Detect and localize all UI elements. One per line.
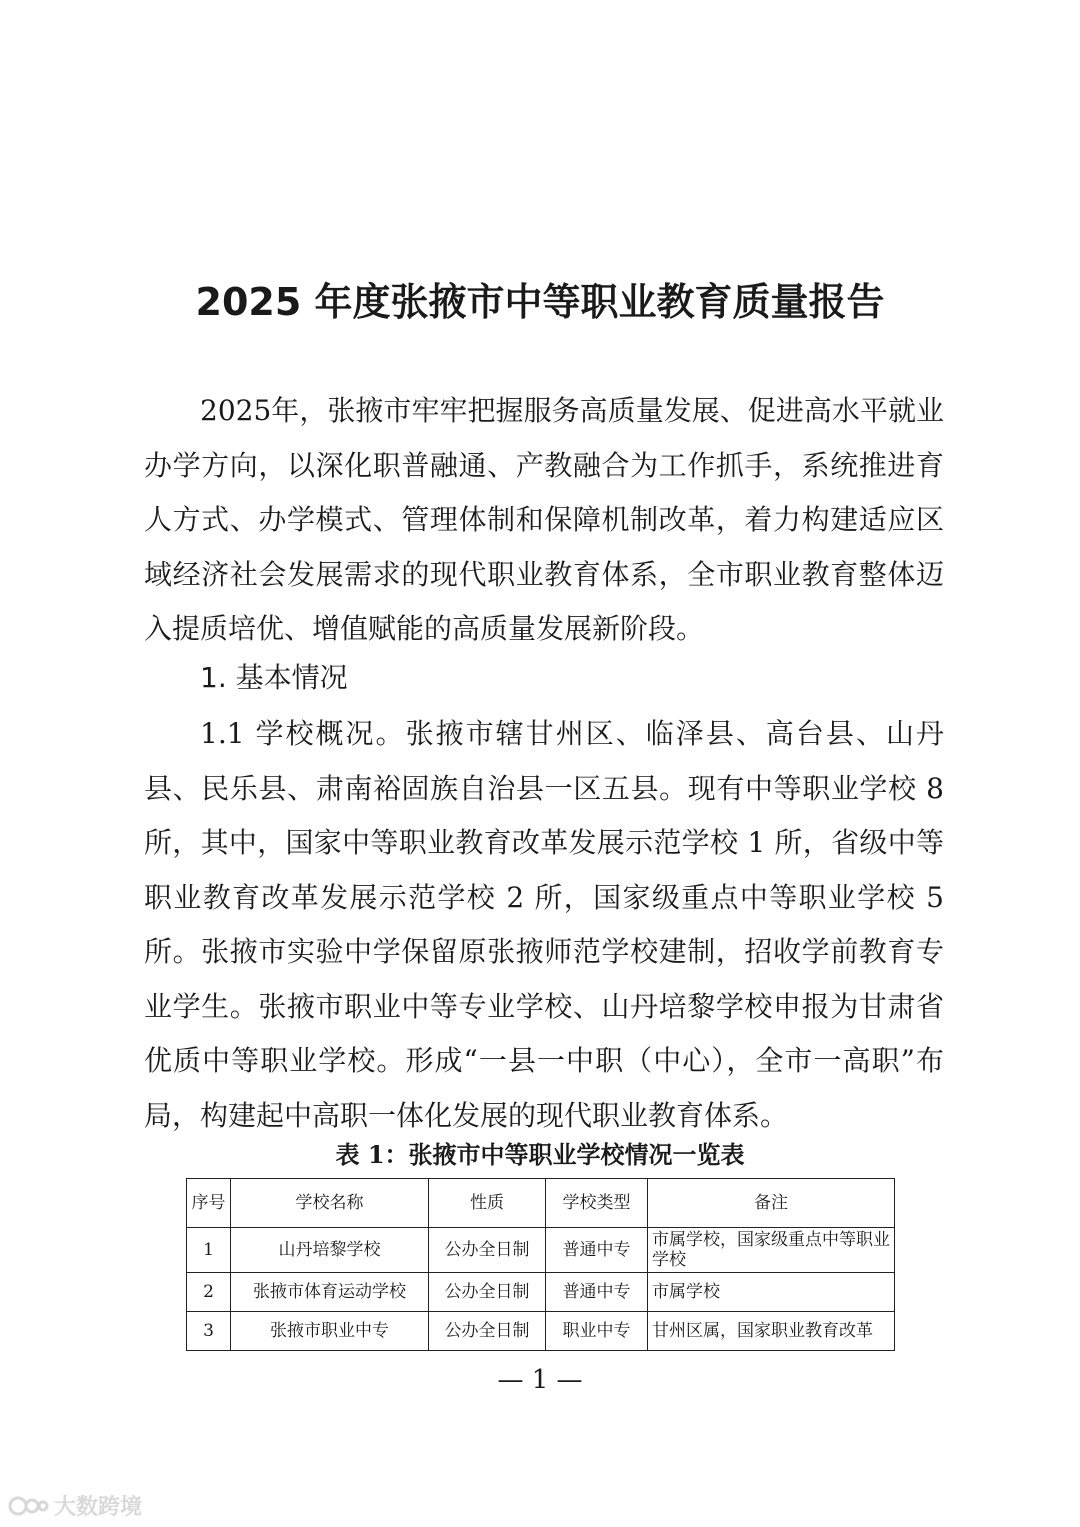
- cell-school-name: 张掖市体育运动学校: [231, 1273, 429, 1312]
- section-heading: 1. 基本情况: [200, 661, 348, 694]
- table-header-row: [187, 1179, 895, 1228]
- table-row: [187, 1312, 895, 1351]
- cell-remarks: 市属学校，国家级重点中等职业学校: [648, 1228, 895, 1273]
- header-school-type: 学校类型: [546, 1179, 648, 1228]
- header-nature: 性质: [429, 1179, 546, 1228]
- cell-school-name: 山丹培黎学校: [231, 1228, 429, 1273]
- cell-nature: 公办全日制: [429, 1312, 546, 1351]
- header-seq: 序号: [187, 1179, 231, 1228]
- table-row: [187, 1273, 895, 1312]
- table-caption: 表 1：张掖市中等职业学校情况一览表: [335, 1140, 745, 1169]
- cell-remarks: 甘州区属，国家职业教育改革: [648, 1312, 895, 1351]
- cell-seq: 1: [187, 1228, 231, 1273]
- cell-school-type: 普通中专: [546, 1228, 648, 1273]
- cell-nature: 公办全日制: [429, 1228, 546, 1273]
- schools-table: [186, 1178, 895, 1351]
- school-overview-paragraph: 1.1 学校概况。张掖市辖甘州区、临泽县、高台县、山丹县、民乐县、肃南裕固族自治县一区五县。现有中等职业学校 8 所，其中，国家中等职业教育改革发展示范学校 1 所，省级中等职业教育改革发展示范学校 2 所，国家级重点中等职业学校 5 所。张掖市实验中学保留原张掖师范学校建制，招收学前教育专业学生。张掖市职业中等专业学校、山丹培黎学校申报为甘肃省优质中等职业学校。形成“一县一中职（中心），全市一高职”布局，构建起中高职一体化发展的现代职业教育体系。: [144, 717, 944, 1132]
- cell-school-name: 张掖市职业中专: [231, 1312, 429, 1351]
- cell-school-type: 职业中专: [546, 1312, 648, 1351]
- table-row: [187, 1228, 895, 1273]
- cell-school-type: 普通中专: [546, 1273, 648, 1312]
- header-school-name: 学校名称: [231, 1179, 429, 1228]
- watermark: [8, 1490, 142, 1521]
- cell-remarks: 市属学校: [648, 1273, 895, 1312]
- cell-seq: 2: [187, 1273, 231, 1312]
- watermark-text: 大数跨境: [54, 1495, 143, 1520]
- page-title: 2025 年度张掖市中等职业教育质量报告: [195, 280, 885, 324]
- cell-seq: 3: [187, 1312, 231, 1351]
- page-number: — 1 —: [497, 1365, 583, 1395]
- intro-paragraph: 2025年，张掖市牢牢把握服务高质量发展、促进高水平就业办学方向，以深化职普融通、产教融合为工作抓手，系统推进育人方式、办学模式、管理体制和保障机制改革，着力构建适应区域经济社会发展需求的现代职业教育体系，全市职业教育整体迈入提质培优、增值赋能的高质量发展新阶段。: [144, 394, 944, 645]
- watermark-logo-icon: [8, 1494, 50, 1518]
- cell-nature: 公办全日制: [429, 1273, 546, 1312]
- header-remarks: 备注: [648, 1179, 895, 1228]
